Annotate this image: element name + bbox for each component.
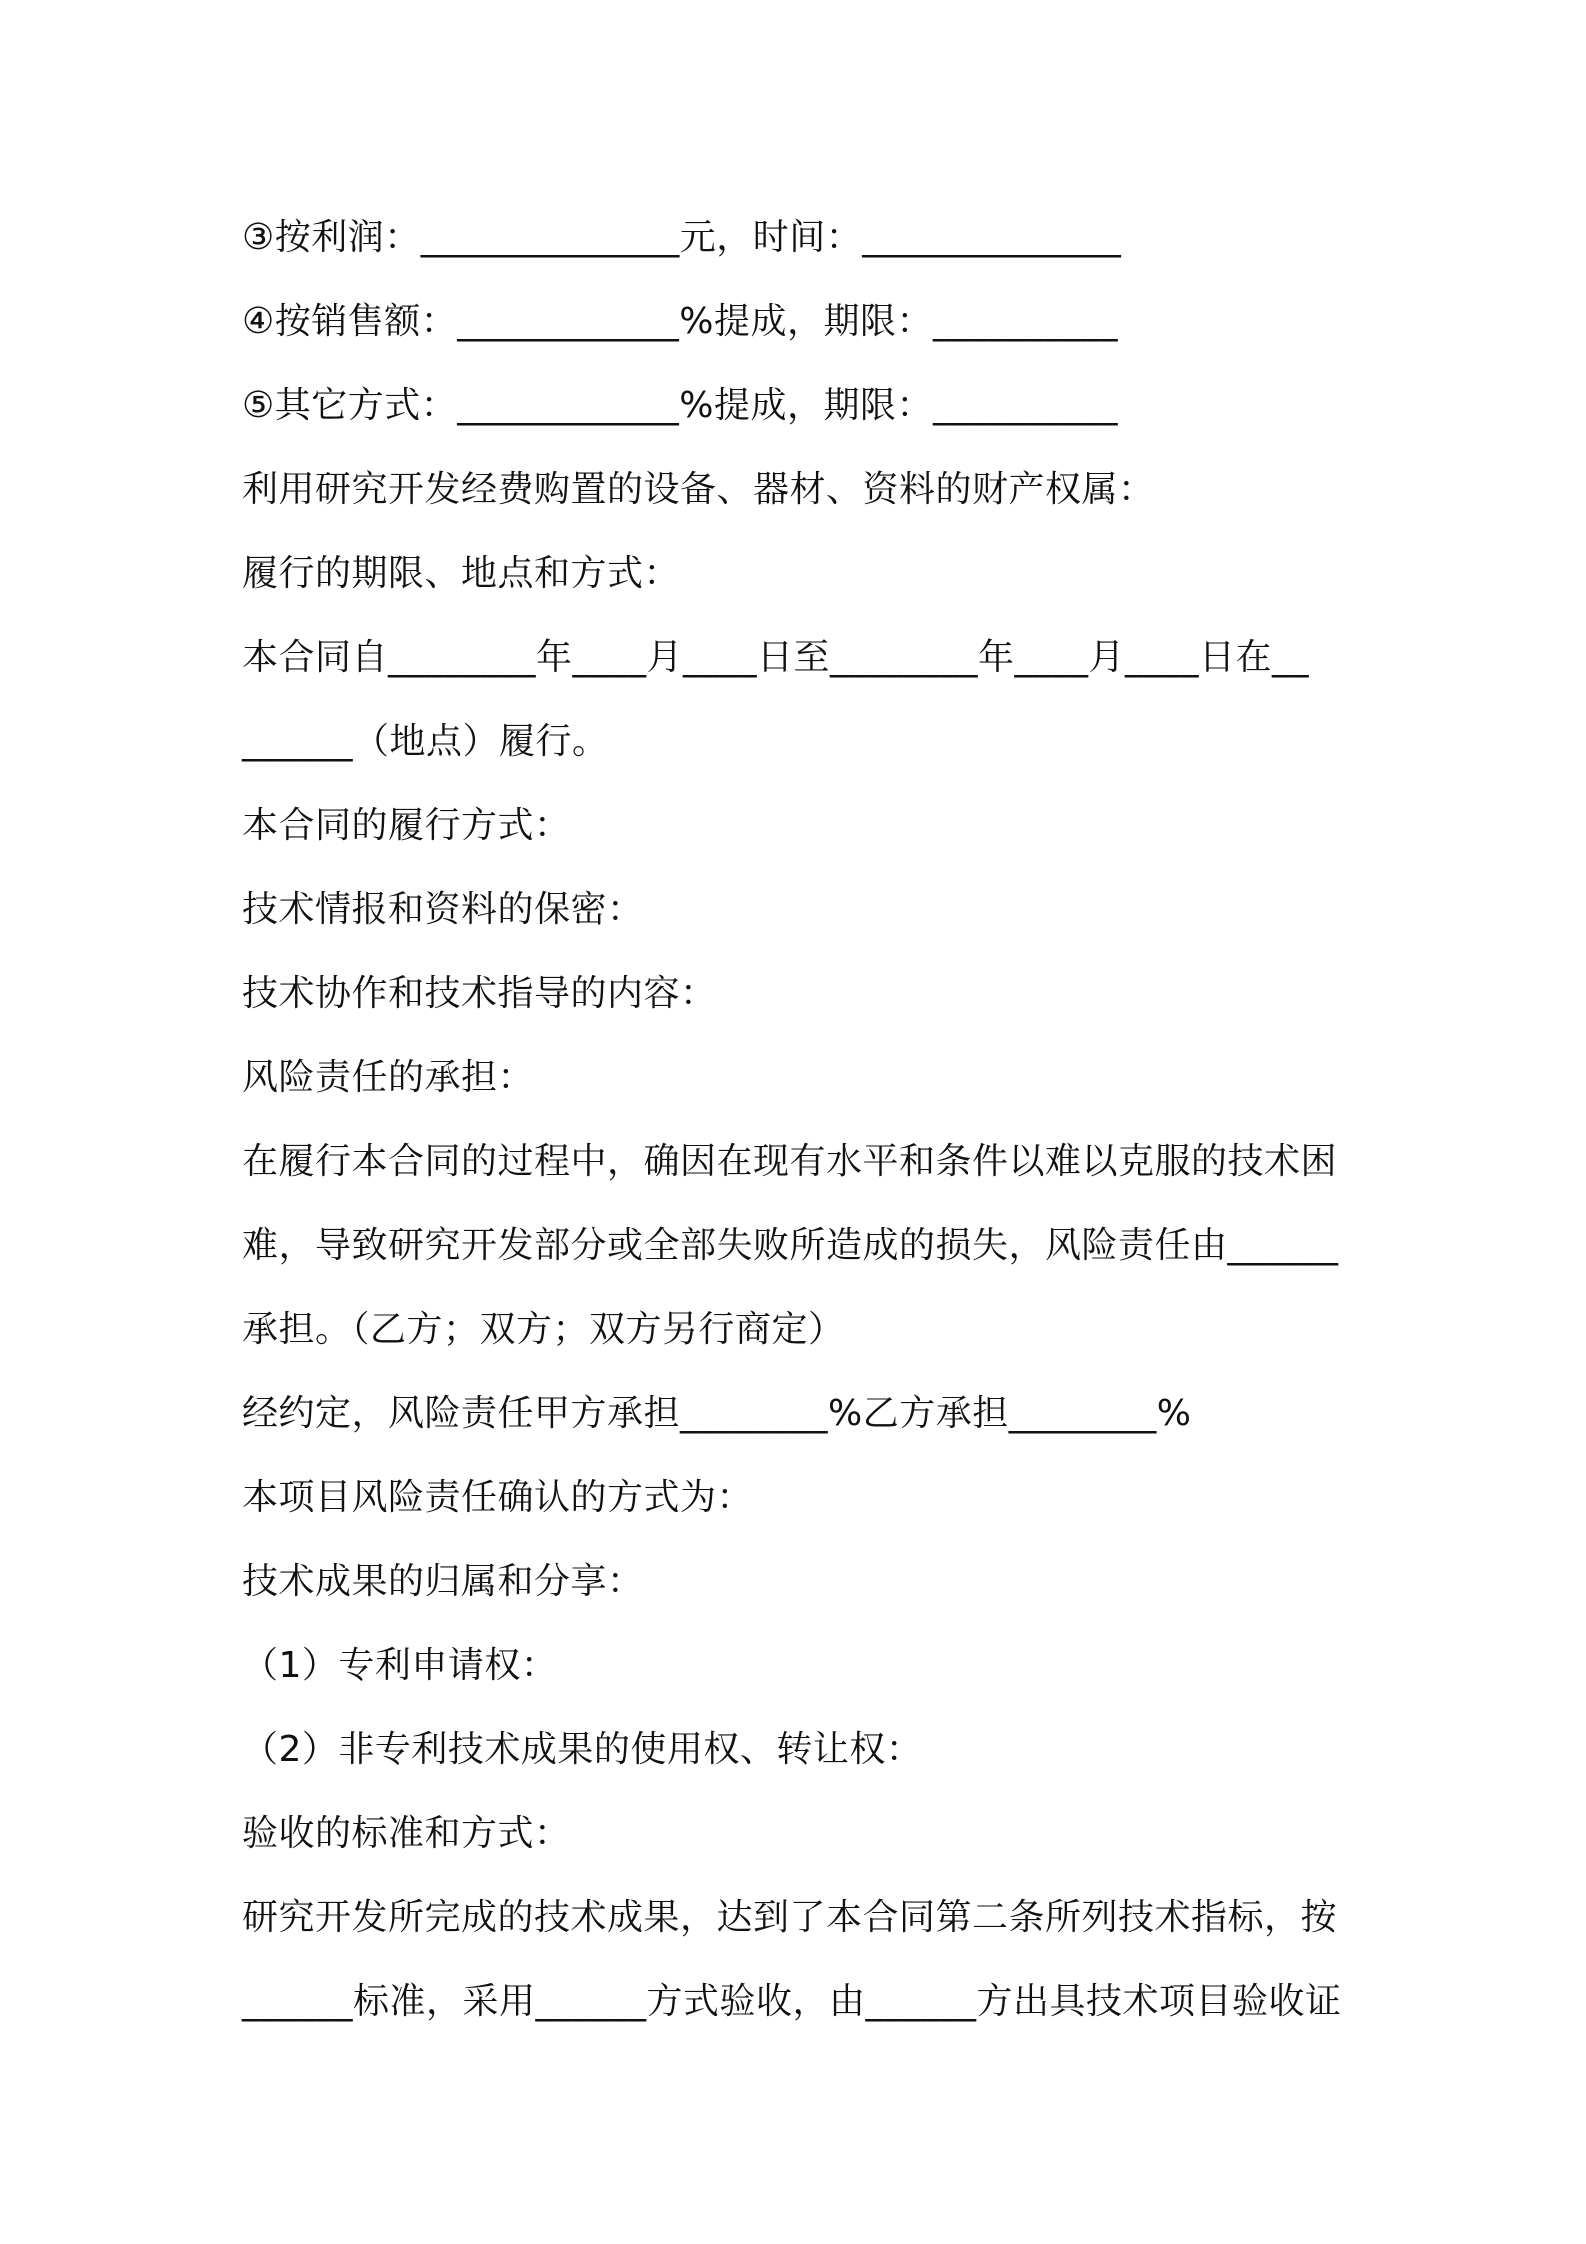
performance-location-line: ______（地点）履行。 (242, 721, 609, 762)
contract-period-line: 本合同自________年____月____日至________年____月____日在__ (242, 637, 1310, 678)
risk-confirmation-heading: 本项目风险责任确认的方式为： (242, 1477, 754, 1518)
other-method-line: ⑤其它方式：____________%提成，期限：__________ (242, 385, 1118, 426)
contract-body-text (242, 196, 1362, 2044)
risk-share-line: 经约定，风险责任甲方承担________%乙方承担________% (242, 1393, 1192, 1434)
results-ownership-heading: 技术成果的归属和分享： (242, 1561, 644, 1602)
non-patent-right-item: （2）非专利技术成果的使用权、转让权： (242, 1729, 923, 1770)
acceptance-paragraph-line-1: 研究开发所完成的技术成果，达到了本合同第二条所列技术指标，按 (242, 1897, 1338, 1938)
risk-paragraph-line-3: 承担。（乙方；双方；双方另行商定） (242, 1309, 845, 1350)
performance-term-heading: 履行的期限、地点和方式： (242, 553, 681, 594)
profit-payment-line: ③按利润：______________元，时间：______________ (242, 217, 1122, 258)
risk-paragraph-line-2: 难，导致研究开发部分或全部失败所造成的损失，风险责任由______ (242, 1225, 1339, 1266)
sales-commission-line: ④按销售额：____________%提成，期限：__________ (242, 301, 1118, 342)
performance-method-heading: 本合同的履行方式： (242, 805, 571, 846)
acceptance-standard-heading: 验收的标准和方式： (242, 1813, 571, 1854)
patent-right-item: （1）专利申请权： (242, 1645, 558, 1686)
risk-paragraph-line-1: 在履行本合同的过程中，确因在现有水平和条件以难以克服的技术困 (242, 1141, 1338, 1182)
acceptance-paragraph-line-2: ______标准，采用______方式验收，由______方出具技术项目验收证 (242, 1981, 1342, 2022)
technical-cooperation-heading: 技术协作和技术指导的内容： (242, 973, 717, 1014)
confidentiality-heading: 技术情报和资料的保密： (242, 889, 644, 930)
risk-responsibility-heading: 风险责任的承担： (242, 1057, 535, 1098)
equipment-ownership-heading: 利用研究开发经费购置的设备、器材、资料的财产权属： (242, 469, 1155, 510)
